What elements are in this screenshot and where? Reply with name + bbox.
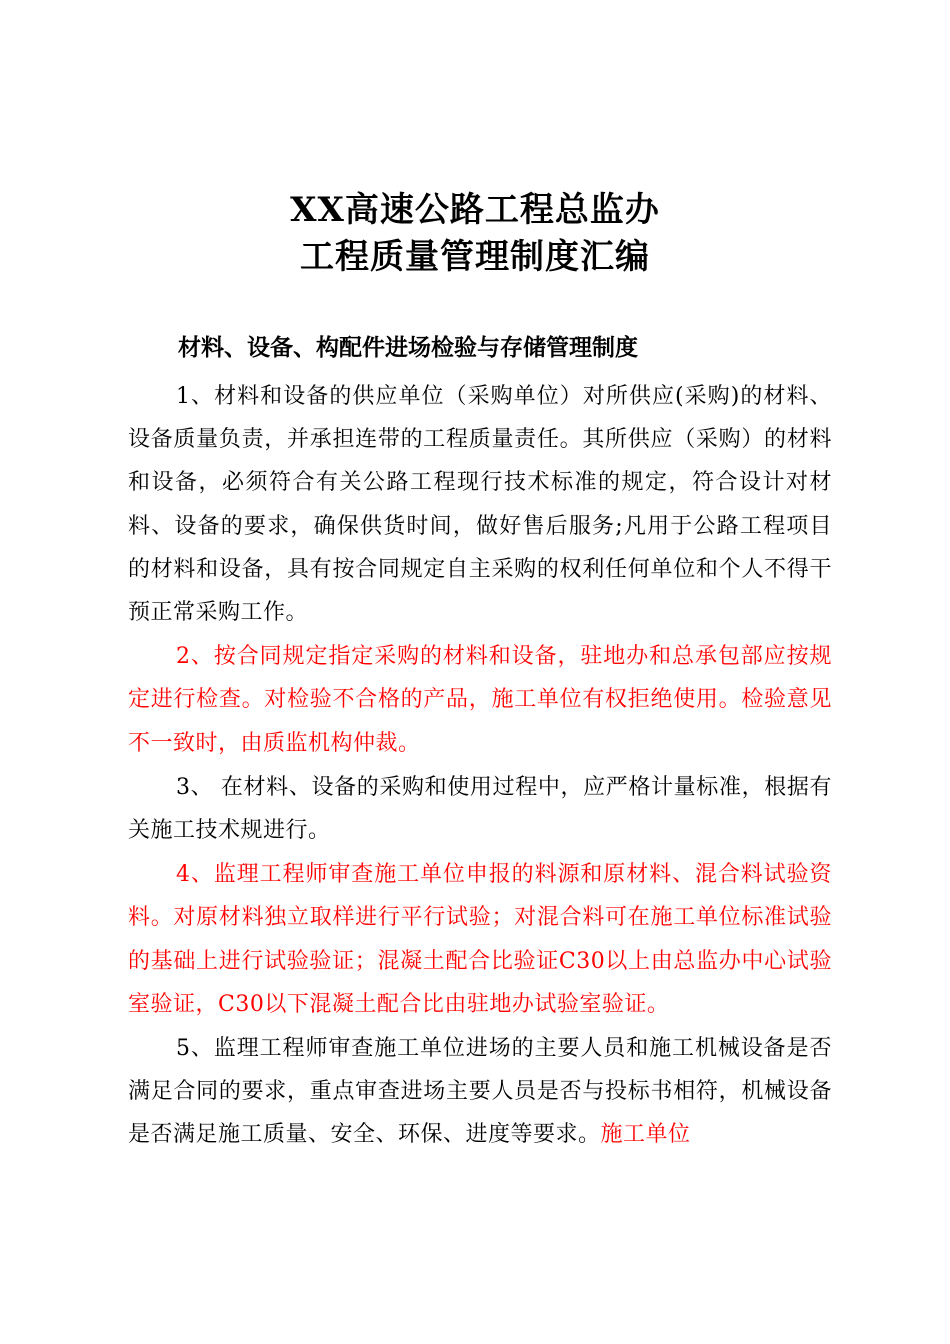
paragraph-5-black-text: 5、监理工程师审查施工单位进场的主要人员和施工机械设备是否满足合同的要求，重点审查进场主要人员是否与投标书相符，机械设备是否满足施工质量、安全、环保、进度等要求。 <box>128 1036 832 1148</box>
paragraph-1: 1、材料和设备的供应单位（采购单位）对所供应(采购)的材料、设备质量负责，并承担连带的工程质量责任。其所供应（采购）的材料和设备，必须符合有关公路工程现行技术标准的规定，符合设计对材料、设备的要求，确保供货时间，做好售后服务;凡用于公路工程项目的材料和设备，具有按合同规定自主采购的权利任何单位和个人不得干预正常采购工作。 <box>128 384 832 626</box>
document-body <box>128 375 832 1157</box>
document-title-line-1: XX高速公路工程总监办 <box>290 190 660 230</box>
document-title-line-2: 工程质量管理制度汇编 <box>300 237 650 277</box>
paragraph-5 <box>128 1027 832 1157</box>
paragraph-4: 4、监理工程师审查施工单位申报的料源和原材料、混合料试验资料。对原材料独立取样进行平行试验；对混合料可在施工单位标准试验的基础上进行试验验证；混凝土配合比验证C30以上由总监办中心试验室验证，C30以下混凝土配合比由驻地办试验室验证。 <box>128 862 832 1017</box>
section-heading: 材料、设备、构配件进场检验与存储管理制度 <box>178 334 638 361</box>
paragraph-5-red-text: 施工单位 <box>600 1122 691 1148</box>
paragraph-3: 3、 在材料、设备的采购和使用过程中，应严格计量标准，根据有关施工技术规进行。 <box>128 774 832 844</box>
paragraph-2: 2、按合同规定指定采购的材料和设备，驻地办和总承包部应按规定进行检查。对检验不合格的产品，施工单位有权拒绝使用。检验意见不一致时，由质监机构仲裁。 <box>128 644 832 756</box>
